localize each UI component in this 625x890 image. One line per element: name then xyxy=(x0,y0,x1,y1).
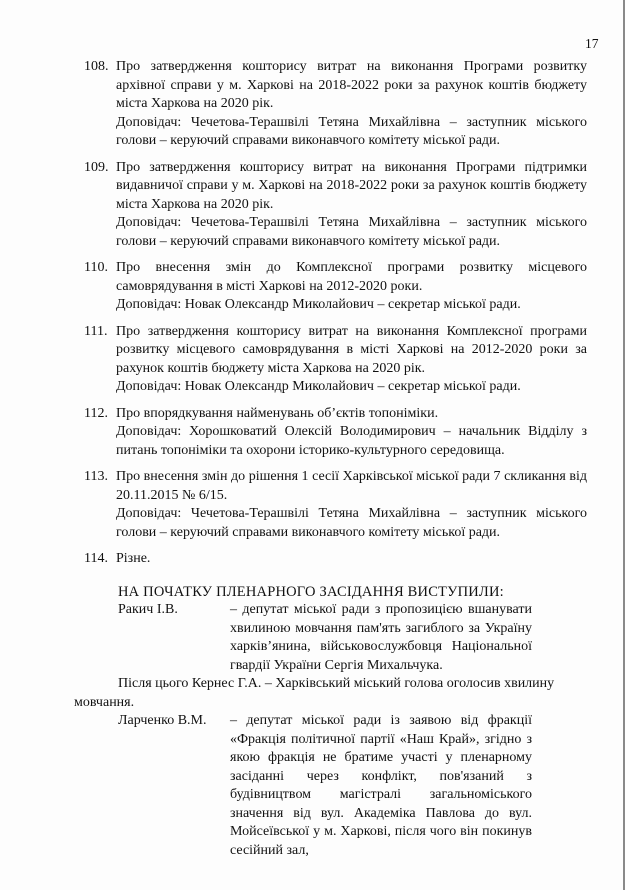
document-body xyxy=(74,58,587,860)
section-heading: НА ПОЧАТКУ ПЛЕНАРНОГО ЗАСІДАННЯ ВИСТУПИЛИ: xyxy=(118,583,504,600)
item-title: Про впорядкування найменувань об’єктів топоніміки. xyxy=(116,405,439,421)
item-number: 113. xyxy=(84,469,108,484)
item-number: 110. xyxy=(84,260,108,275)
speech-text: – депутат міської ради із заявою від фракції «Фракція політичної партії «Наш Край», згідно з якою фракція не братиме участі у пленарному засіданні через конфлікт, пов'язаний з будівництвом магістралі загальноміського значення від вул. Академіка Павлова до вул. Мойсеївської у м. Харкові, після чого він покинув сесійний зал, xyxy=(230,713,532,858)
agenda-item xyxy=(84,323,587,397)
announcement-line-continued: мовчання. xyxy=(74,694,135,710)
item-title: Про внесення змін до рішення 1 сесії Харківської міської ради 7 скликання від 20.11.2015 № 6/15. xyxy=(116,469,587,503)
item-title: Про затвердження кошторису витрат на виконання Програми розвитку архівної справи у м. Харкові на 2018-2022 роки за рахунок коштів бюджету міста Харкова на 2020 рік. xyxy=(116,59,587,111)
speaker-name: Ларченко В.М. xyxy=(118,713,207,728)
item-speaker: Доповідач: Чечетова-Терашвілі Тетяна Михайлівна – заступник міського голови – керуючий справами виконавчого комітету міської ради. xyxy=(116,114,587,148)
page-number: 17 xyxy=(585,36,599,51)
speaker-name: Ракич І.В. xyxy=(118,602,178,617)
item-number: 112. xyxy=(84,405,108,421)
item-number: 111. xyxy=(84,323,108,339)
item-title: Про внесення змін до Комплексної програми розвитку місцевого самоврядування в місті Харкові на 2012-2020 роки. xyxy=(116,260,587,294)
speech-text: – депутат міської ради з пропозицією вшанувати хвилиною мовчання пам'ять загиблого за Україну харків’янина, військовослужбовця Національної гвардії України Сергія Михальчука. xyxy=(230,602,532,673)
item-number: 109. xyxy=(84,159,109,175)
item-speaker: Доповідач: Новак Олександр Миколайович – секретар міської ради. xyxy=(116,297,521,312)
announcement-line: Після цього Кернес Г.А. – Харківський міський голова оголосив хвилину xyxy=(118,676,555,691)
item-number: 114. xyxy=(84,551,108,566)
item-speaker: Доповідач: Чечетова-Терашвілі Тетяна Михайлівна – заступник міського голови – керуючий справами виконавчого комітету міської ради. xyxy=(116,506,587,540)
agenda-item xyxy=(84,58,587,151)
agenda-item xyxy=(84,468,587,542)
item-title: Про затвердження кошторису витрат на виконання Комплексної програми розвитку місцевого самоврядування в місті Харкові на 2012-2020 роки за рахунок коштів бюджету міста Харкова на 2020 рік. xyxy=(116,323,587,376)
item-speaker: Доповідач: Хорошковатий Олексій Володимирович – начальник Відділу з питань топоніміки та охорони історико-культурного середовища. xyxy=(116,424,587,458)
speech-entry xyxy=(118,712,587,860)
agenda-item xyxy=(84,259,587,315)
item-title: Про затвердження кошторису витрат на виконання Програми підтримки видавничої справи у м. Харкові на 2018-2022 роки за рахунок коштів бюджету міста Харкова на 2020 рік. xyxy=(116,159,587,212)
item-speaker: Доповідач: Новак Олександр Миколайович – секретар міської ради. xyxy=(116,379,521,394)
agenda-item xyxy=(84,405,587,461)
agenda-item xyxy=(84,550,587,569)
speech-entry xyxy=(118,601,587,675)
item-speaker: Доповідач: Чечетова-Терашвілі Тетяна Михайлівна – заступник міського голови – керуючий справами виконавчого комітету міської ради. xyxy=(116,215,587,249)
item-title: Різне. xyxy=(116,551,151,566)
agenda-item xyxy=(84,159,587,252)
item-number: 108. xyxy=(84,59,109,74)
